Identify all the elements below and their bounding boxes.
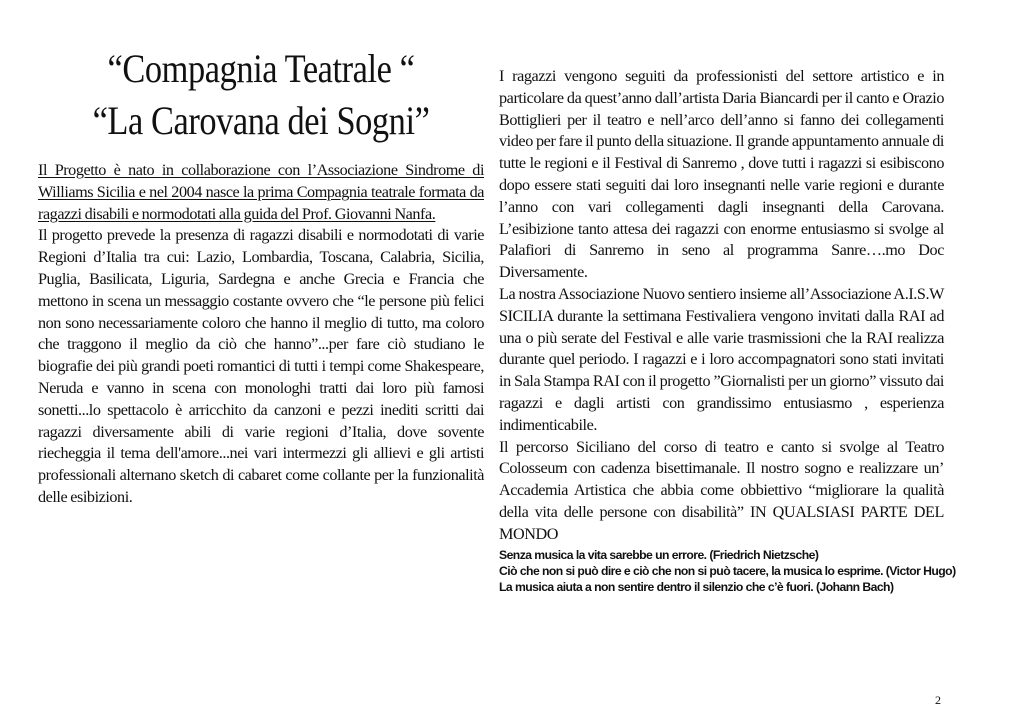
quote-nietzsche: Senza musica la vita sarebbe un errore. (Friedrich Nietzsche) bbox=[499, 547, 819, 562]
intro-paragraph: Il Progetto è nato in collaborazione con l’Associazione Sindrome di Williams Sicilia e nel 2004 nasce la prima Compagnia teatrale formata da ragazzi disabili e normodotati alla guida del Prof. Giovanni Nanfa. bbox=[38, 161, 484, 223]
title-line-1: “Compagnia Teatrale “ bbox=[107, 46, 415, 91]
title-line-2: “La Carovana dei Sogni” bbox=[92, 98, 430, 143]
right-column bbox=[499, 66, 956, 595]
quote-bach: La musica aiuta a non sentire dentro il silenzio che c’è fuori. (Johann Bach) bbox=[499, 579, 894, 594]
body-paragraph-3: Il percorso Siciliano del corso di teatro e canto si svolge al Teatro Colosseum con cadenza bisettimanale. Il nostro sogno e realizzare un’ Accademia Artistica che abbia come obbiettivo “migliorare la qualità della vita delle persone con disabilità” IN QUALSIASI PARTE DEL MONDO bbox=[499, 437, 944, 543]
quote-hugo: Ciò che non si può dire e ciò che non si può tacere, la musica lo esprime. (Victor Hugo) bbox=[499, 563, 956, 578]
page-number: 2 bbox=[935, 693, 941, 707]
project-description: Il progetto prevede la presenza di ragazzi disabili e normodotati di varie Regioni d’Italia tra cui: Lazio, Lombardia, Toscana, Calabria, Sicilia, Puglia, Basilicata, Liguria, Sardegna e anche Grecia e Francia che mettono in scena un messaggio costante ovvero che “le persone più felici non sono necessariamente coloro che hanno il meglio di tutto, ma coloro che traggono il meglio da ciò che hanno”...per fare ciò studiano le biografie dei più grandi poeti romantici di tutti i tempi come Shakespeare, Neruda e vanno in scena con monologhi tratti dai loro più famosi sonetti...lo spettacolo è arricchito da canzoni e pezzi inediti scritti dai ragazzi diversamente abili di varie regioni d’Italia, dove sovente riecheggia il tema dell'amore...nei vari intermezzi gli allievi e gli artisti professionali alternano sketch di cabaret come collante per la funzionalità delle esibizioni. bbox=[38, 226, 484, 506]
left-column bbox=[38, 46, 484, 509]
body-paragraph-2: La nostra Associazione Nuovo sentiero insieme all’Associazione A.I.S.W SICILIA durante la settimana Festivaliera vengono invitati dalla RAI ad una o più serate del Festival e alle varie trasmissioni che la RAI realizza durante quel periodo. I ragazzi e i loro accompagnatori sono stati invitati in Sala Stampa RAI con il progetto ”Giornalisti per un giorno” vissuto dai ragazzi e dagli artisti con grandissimo entusiasmo , esperienza indimenticabile. bbox=[499, 284, 944, 434]
body-paragraph-1: I ragazzi vengono seguiti da professionisti del settore artistico e in particolare da quest’anno dall’artista Daria Biancardi per il canto e Orazio Bottiglieri per il teatro e nell’arco dell’anno si fanno dei collegamenti video per fare il punto della situazione. Il grande appuntamento annuale di tutte le regioni e il Festival di Sanremo , dove tutti i ragazzi si esibiscono dopo essere stati seguiti dai loro insegnanti nelle varie regioni e durante l’anno con vari collegamenti dagli insegnanti della Carovana. L’esibizione tanto attesa dei ragazzi con enorme entusiasmo si svolge al Palafiori di Sanremo in seno al programma Sanre….mo Doc Diversamente. bbox=[499, 67, 944, 282]
quotes-list bbox=[499, 547, 956, 595]
